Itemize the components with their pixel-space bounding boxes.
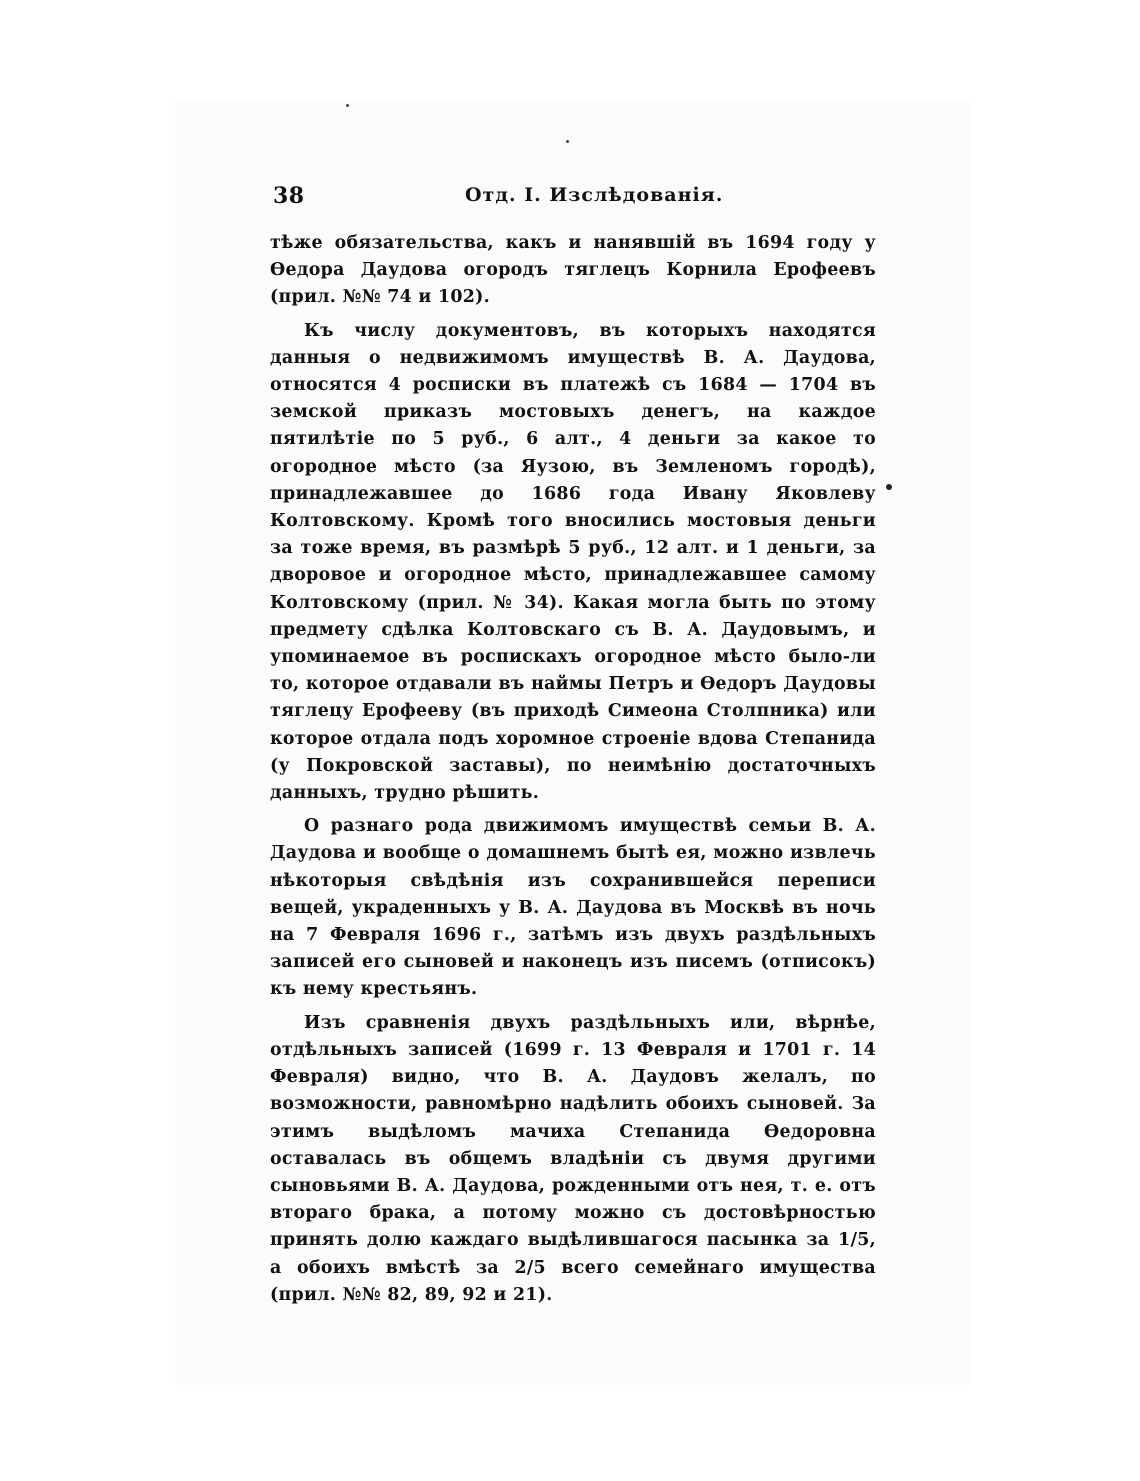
paragraph-2 (270, 318, 876, 808)
running-head: Отд. I. Изслѣдованія. (465, 184, 724, 206)
paragraph-3 (270, 813, 876, 1003)
page-number: 38 (273, 183, 305, 209)
page-header (270, 183, 875, 213)
paragraph-4 (270, 1010, 876, 1309)
ink-speck (346, 104, 349, 107)
paragraph-1-text: тѣже обязательства, какъ и нанявшій въ 1694 году у Ѳедора Даудова огородъ тяглецъ Корнила Ерофеевъ (прил. №№ 74 и 102). (270, 233, 876, 308)
paragraph-2-text: Къ числу документовъ, въ которыхъ находятся данныя о недвижимомъ имуществѣ В. А. Даудова, относятся 4 росписки въ платежѣ съ 1684 — 1704 въ земской приказъ мостовыхъ денегъ, на каждое пятилѣтіе по 5 руб., 6 алт., 4 деньги за какое то огородное мѣсто (за Яузою, въ Земленомъ городѣ), принадлежавшее до 1686 года Ивану Яковлеву Колтовскому. Кромѣ того вносились мостовыя деньги за тоже время, въ размѣрѣ 5 руб., 12 алт. и 1 деньги, за дворовое и огородное мѣсто, принадлежавшее самому Колтовскому (прил. № 34). Какая могла быть по этому предмету сдѣлка Колтовскаго съ В. А. Даудовымъ, и упоминаемое въ роспискахъ огородное мѣсто было-ли то, которое отдавали въ наймы Петръ и Ѳедоръ Даудовы тяглецу Ерофееву (въ приходѣ Симеона Столпника) или которое отдала подъ хоромное строеніе вдова Степанида (у Покровской заставы), по неимѣнію достаточныхъ данныхъ, трудно рѣшить. (270, 320, 876, 804)
paragraph-3-text: О разнаго рода движимомъ имуществѣ семьи В. А. Даудова и вообще о домашнемъ бытѣ ея, можно извлечь нѣкоторыя свѣдѣнія изъ сохранившейся переписи вещей, украденныхъ у В. А. Даудова въ Москвѣ въ ночь на 7 Февраля 1696 г., затѣмъ изъ двухъ раздѣльныхъ записей его сыновей и наконецъ изъ писемъ (отписокъ) къ нему крестьянъ. (270, 816, 876, 1000)
ink-speck (886, 484, 892, 490)
ink-speck (566, 140, 569, 143)
paragraph-4-text: Изъ сравненія двухъ раздѣльныхъ или, вѣрнѣе, отдѣльныхъ записей (1699 г. 13 Февраля и 1701 г. 14 Февраля) видно, что В. А. Даудовъ желалъ, по возможности, равномѣрно надѣлить обоихъ сыновей. За этимъ выдѣломъ мачиха Степанида Ѳедоровна оставалась въ общемъ владѣніи съ двумя другими сыновьями В. А. Даудова, рожденными отъ нея, т. е. отъ втораго брака, а потому можно съ достовѣрностью принять долю каждаго выдѣлившагося пасынка за 1/5, а обоихъ вмѣстѣ за 2/5 всего семейнаго имущества (прил. №№ 82, 89, 92 и 21). (270, 1012, 876, 1305)
paragraph-1 (270, 230, 876, 312)
body-text (270, 230, 876, 1309)
